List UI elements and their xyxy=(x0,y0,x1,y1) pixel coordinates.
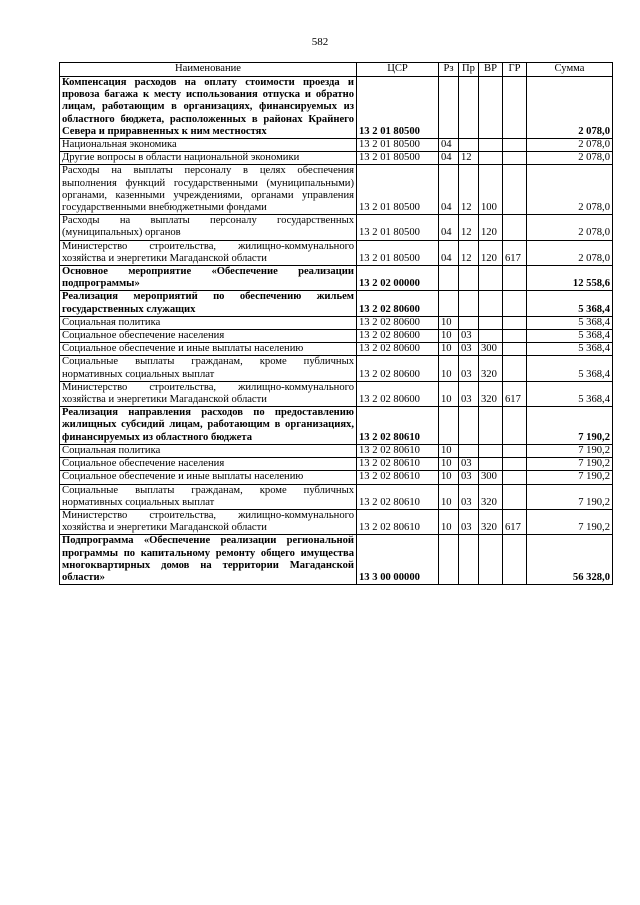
cell-rz: 10 xyxy=(439,316,459,329)
cell-gr xyxy=(503,407,527,445)
cell-pr xyxy=(459,535,479,585)
cell-vr: 120 xyxy=(479,215,503,240)
cell-vr: 300 xyxy=(479,471,503,484)
table-row xyxy=(60,266,613,291)
cell-vr: 100 xyxy=(479,165,503,215)
cell-name: Реализация направления расходов по предоставлению жилищных субсидий лицам, работающим в организациях, финансируемых из областного бюджета xyxy=(60,407,357,445)
table-row xyxy=(60,444,613,457)
cell-sum: 2 078,0 xyxy=(527,215,613,240)
cell-pr: 03 xyxy=(459,471,479,484)
cell-name: Социальная политика xyxy=(60,444,357,457)
cell-rz: 10 xyxy=(439,509,459,534)
cell-csr: 13 2 02 80610 xyxy=(357,471,439,484)
table-row xyxy=(60,215,613,240)
cell-rz: 10 xyxy=(439,343,459,356)
cell-sum: 5 368,4 xyxy=(527,316,613,329)
cell-sum: 7 190,2 xyxy=(527,407,613,445)
cell-vr xyxy=(479,139,503,152)
cell-pr xyxy=(459,139,479,152)
cell-name: Социальная политика xyxy=(60,316,357,329)
budget-table xyxy=(59,62,613,585)
cell-sum: 5 368,4 xyxy=(527,343,613,356)
header-vr: ВР xyxy=(479,63,503,77)
cell-rz xyxy=(439,407,459,445)
cell-sum: 5 368,4 xyxy=(527,291,613,316)
cell-pr: 12 xyxy=(459,152,479,165)
cell-name: Социальное обеспечение населения xyxy=(60,330,357,343)
cell-vr xyxy=(479,266,503,291)
cell-csr: 13 2 01 80500 xyxy=(357,152,439,165)
table-row xyxy=(60,484,613,509)
cell-rz: 10 xyxy=(439,381,459,406)
cell-pr: 03 xyxy=(459,330,479,343)
cell-rz xyxy=(439,266,459,291)
cell-gr xyxy=(503,215,527,240)
cell-csr: 13 2 02 80610 xyxy=(357,444,439,457)
table-row xyxy=(60,152,613,165)
cell-vr xyxy=(479,444,503,457)
cell-gr xyxy=(503,139,527,152)
cell-pr: 12 xyxy=(459,240,479,265)
cell-rz: 10 xyxy=(439,330,459,343)
cell-csr: 13 2 02 80610 xyxy=(357,407,439,445)
cell-sum: 2 078,0 xyxy=(527,240,613,265)
cell-sum: 2 078,0 xyxy=(527,139,613,152)
cell-csr: 13 2 02 80610 xyxy=(357,458,439,471)
cell-name: Компенсация расходов на оплату стоимости проезда и провоза багажа к месту использования отпуска и обратно лицам, работающим в организациях, финансируемых из областного бюджета, расположенных в районах Крайнего Севера и приравненных к ним местностях xyxy=(60,77,357,139)
cell-vr xyxy=(479,330,503,343)
cell-gr xyxy=(503,535,527,585)
table-header xyxy=(60,63,613,77)
cell-sum: 7 190,2 xyxy=(527,458,613,471)
cell-vr xyxy=(479,316,503,329)
cell-vr xyxy=(479,407,503,445)
cell-csr: 13 2 01 80500 xyxy=(357,240,439,265)
cell-sum: 56 328,0 xyxy=(527,535,613,585)
cell-sum: 5 368,4 xyxy=(527,381,613,406)
cell-sum: 2 078,0 xyxy=(527,152,613,165)
cell-gr xyxy=(503,471,527,484)
cell-sum: 7 190,2 xyxy=(527,484,613,509)
table-row xyxy=(60,509,613,534)
cell-name: Социальные выплаты гражданам, кроме публичных нормативных социальных выплат xyxy=(60,484,357,509)
cell-name: Министерство строительства, жилищно-коммунального хозяйства и энергетики Магаданской области xyxy=(60,381,357,406)
cell-rz: 04 xyxy=(439,152,459,165)
cell-name: Расходы на выплаты персоналу государственных (муниципальных) органов xyxy=(60,215,357,240)
cell-gr xyxy=(503,330,527,343)
table-row xyxy=(60,165,613,215)
cell-rz: 10 xyxy=(439,458,459,471)
cell-gr: 617 xyxy=(503,240,527,265)
cell-gr xyxy=(503,444,527,457)
cell-name: Национальная экономика xyxy=(60,139,357,152)
cell-vr xyxy=(479,458,503,471)
cell-rz xyxy=(439,291,459,316)
cell-rz: 10 xyxy=(439,356,459,381)
cell-sum: 2 078,0 xyxy=(527,77,613,139)
cell-csr: 13 3 00 00000 xyxy=(357,535,439,585)
cell-gr xyxy=(503,165,527,215)
page-number: 582 xyxy=(311,36,329,48)
header-sum: Сумма xyxy=(527,63,613,77)
cell-name: Социальные выплаты гражданам, кроме публичных нормативных социальных выплат xyxy=(60,356,357,381)
table-row xyxy=(60,343,613,356)
cell-csr: 13 2 02 80600 xyxy=(357,316,439,329)
cell-name: Министерство строительства, жилищно-коммунального хозяйства и энергетики Магаданской области xyxy=(60,240,357,265)
cell-csr: 13 2 02 80600 xyxy=(357,356,439,381)
cell-pr xyxy=(459,291,479,316)
table-row xyxy=(60,356,613,381)
cell-pr xyxy=(459,77,479,139)
cell-rz xyxy=(439,77,459,139)
cell-csr: 13 2 01 80500 xyxy=(357,77,439,139)
cell-pr: 03 xyxy=(459,509,479,534)
cell-name: Подпрограмма «Обеспечение реализации региональной программы по капитальному ремонту общего имущества многоквартирных домов на территории Магаданской области» xyxy=(60,535,357,585)
cell-sum: 5 368,4 xyxy=(527,330,613,343)
cell-vr: 320 xyxy=(479,509,503,534)
cell-gr xyxy=(503,316,527,329)
cell-csr: 13 2 02 80600 xyxy=(357,343,439,356)
cell-name: Социальное обеспечение и иные выплаты населению xyxy=(60,471,357,484)
cell-csr: 13 2 01 80500 xyxy=(357,215,439,240)
cell-pr xyxy=(459,444,479,457)
cell-csr: 13 2 02 80610 xyxy=(357,509,439,534)
cell-gr: 617 xyxy=(503,509,527,534)
cell-rz: 04 xyxy=(439,165,459,215)
cell-gr xyxy=(503,152,527,165)
cell-csr: 13 2 01 80500 xyxy=(357,139,439,152)
cell-name: Социальное обеспечение и иные выплаты населению xyxy=(60,343,357,356)
table-row xyxy=(60,471,613,484)
cell-csr: 13 2 02 80610 xyxy=(357,484,439,509)
header-rz: Рз xyxy=(439,63,459,77)
cell-name: Реализация мероприятий по обеспечению жильем государственных служащих xyxy=(60,291,357,316)
table-row xyxy=(60,240,613,265)
cell-vr: 320 xyxy=(479,484,503,509)
cell-rz: 10 xyxy=(439,444,459,457)
cell-rz: 04 xyxy=(439,139,459,152)
cell-vr: 300 xyxy=(479,343,503,356)
cell-pr xyxy=(459,407,479,445)
cell-pr: 03 xyxy=(459,458,479,471)
header-pr: Пр xyxy=(459,63,479,77)
table-row xyxy=(60,139,613,152)
cell-gr xyxy=(503,343,527,356)
cell-rz: 10 xyxy=(439,484,459,509)
cell-vr xyxy=(479,77,503,139)
table-row xyxy=(60,330,613,343)
cell-gr xyxy=(503,484,527,509)
table-row xyxy=(60,535,613,585)
cell-vr xyxy=(479,535,503,585)
cell-name: Министерство строительства, жилищно-коммунального хозяйства и энергетики Магаданской области xyxy=(60,509,357,534)
table-row xyxy=(60,77,613,139)
cell-name: Социальное обеспечение населения xyxy=(60,458,357,471)
cell-pr: 03 xyxy=(459,484,479,509)
header-gr: ГР xyxy=(503,63,527,77)
cell-csr: 13 2 02 00000 xyxy=(357,266,439,291)
cell-vr: 120 xyxy=(479,240,503,265)
cell-vr: 320 xyxy=(479,381,503,406)
cell-csr: 13 2 02 80600 xyxy=(357,381,439,406)
cell-rz: 10 xyxy=(439,471,459,484)
cell-pr: 03 xyxy=(459,381,479,406)
table-row xyxy=(60,458,613,471)
cell-csr: 13 2 02 80600 xyxy=(357,291,439,316)
cell-sum: 7 190,2 xyxy=(527,509,613,534)
cell-vr: 320 xyxy=(479,356,503,381)
table-row xyxy=(60,381,613,406)
cell-pr: 12 xyxy=(459,215,479,240)
cell-name: Основное мероприятие «Обеспечение реализации подпрограммы» xyxy=(60,266,357,291)
cell-pr: 03 xyxy=(459,356,479,381)
table-row xyxy=(60,291,613,316)
cell-sum: 12 558,6 xyxy=(527,266,613,291)
table-row xyxy=(60,316,613,329)
cell-sum: 7 190,2 xyxy=(527,444,613,457)
header-csr: ЦСР xyxy=(357,63,439,77)
cell-sum: 7 190,2 xyxy=(527,471,613,484)
cell-gr xyxy=(503,291,527,316)
header-name: Наименование xyxy=(60,63,357,77)
cell-gr xyxy=(503,356,527,381)
cell-name: Другие вопросы в области национальной экономики xyxy=(60,152,357,165)
cell-pr: 12 xyxy=(459,165,479,215)
cell-name: Расходы на выплаты персоналу в целях обеспечения выполнения функций государственными (муниципальными) органами, казенными учреждениями, органами управления государственными внебюджетными фондами xyxy=(60,165,357,215)
cell-gr xyxy=(503,458,527,471)
cell-rz: 04 xyxy=(439,215,459,240)
cell-rz: 04 xyxy=(439,240,459,265)
cell-csr: 13 2 02 80600 xyxy=(357,330,439,343)
cell-rz xyxy=(439,535,459,585)
cell-gr: 617 xyxy=(503,381,527,406)
cell-vr xyxy=(479,152,503,165)
cell-sum: 2 078,0 xyxy=(527,165,613,215)
cell-gr xyxy=(503,266,527,291)
cell-gr xyxy=(503,77,527,139)
table-row xyxy=(60,407,613,445)
cell-vr xyxy=(479,291,503,316)
cell-pr xyxy=(459,316,479,329)
cell-pr xyxy=(459,266,479,291)
cell-csr: 13 2 01 80500 xyxy=(357,165,439,215)
cell-sum: 5 368,4 xyxy=(527,356,613,381)
cell-pr: 03 xyxy=(459,343,479,356)
